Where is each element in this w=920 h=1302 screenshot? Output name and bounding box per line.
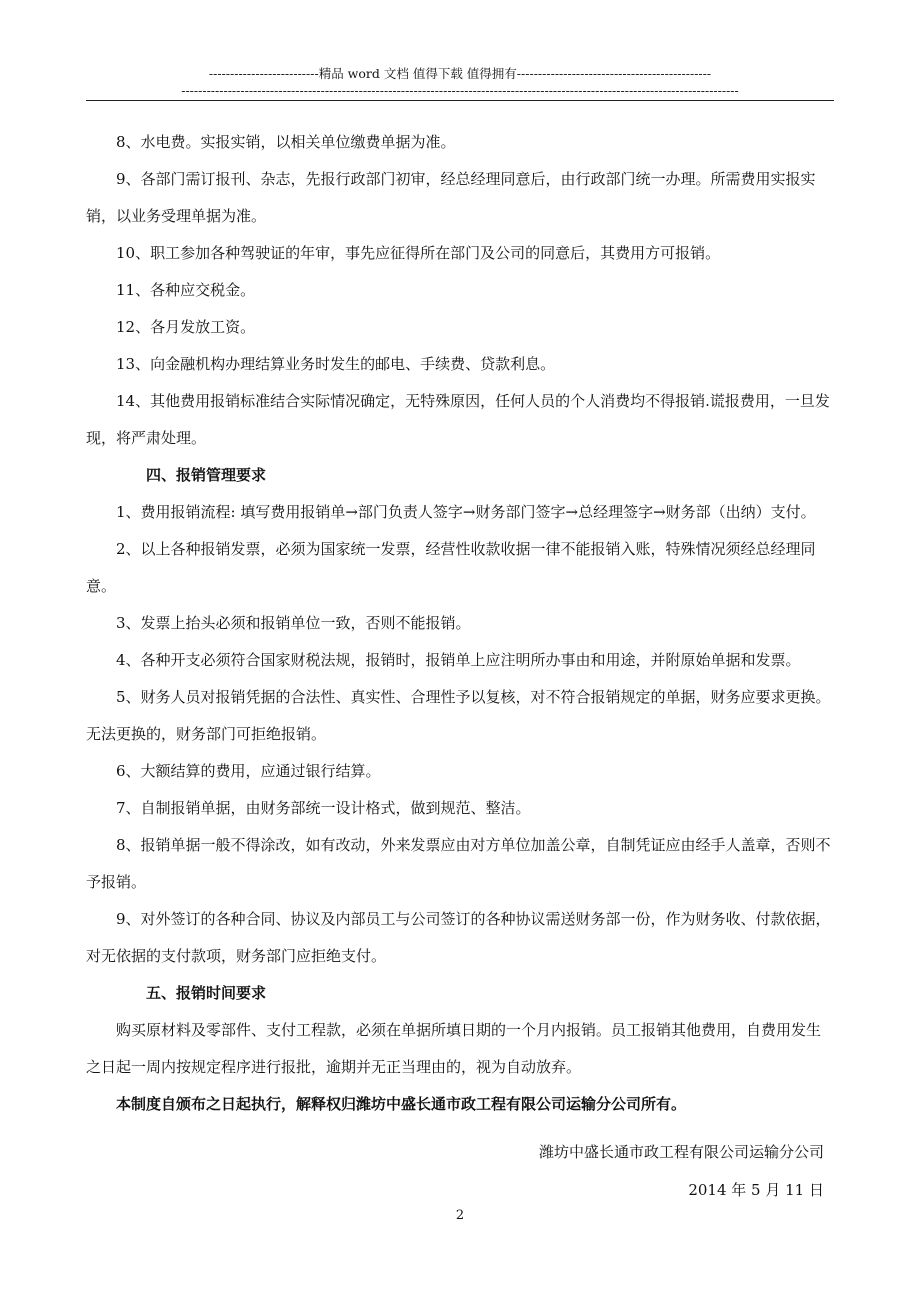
section-heading-5: 五、报销时间要求: [146, 984, 267, 1002]
paragraph-item-10: 10、职工参加各种驾驶证的年审，事先应征得所在部门及公司的同意后，其费用方可报销。: [116, 244, 721, 262]
paragraph-item-8: 8、水电费。实报实销，以相关单位缴费单据为准。: [116, 133, 456, 151]
header-dashes: ------------------------------------------------------------------------------------------------------------------------------------: [181, 84, 739, 98]
page-number: 2: [455, 1208, 465, 1223]
rule-item-6: 6、大额结算的费用，应通过银行结算。: [116, 762, 381, 780]
header-rule: [86, 100, 834, 101]
rule-item-7: 7、自制报销单据，由财务部统一设计格式，做到规范、整洁。: [116, 799, 531, 817]
closing-statement: 本制度自颁布之日起执行，解释权归潍坊中盛长通市政工程有限公司运输分公司所有。: [116, 1095, 687, 1113]
rule-item-3: 3、发票上抬头必须和报销单位一致，否则不能报销。: [116, 614, 471, 632]
rule-item-8: 8、报销单据一般不得涂改，如有改动，外来发票应由对方单位加盖公章，自制凭证应由经手人盖章，否则不予报销。: [86, 836, 831, 891]
rule-item-4: 4、各种开支必须符合国家财税法规，报销时，报销单上应注明所办事由和用途，并附原始单据和发票。: [116, 651, 801, 669]
rule-item-1: 1、费用报销流程: 填写费用报销单→部门负责人签字→财务部门签字→总经理签字→财务部（出纳）支付。: [116, 503, 816, 521]
rule-item-2: 2、以上各种报销发票，必须为国家统一发票，经营性收款收据一律不能报销入账，特殊情况须经总经理同意。: [86, 540, 816, 595]
paragraph-item-13: 13、向金融机构办理结算业务时发生的邮电、手续费、贷款利息。: [116, 355, 556, 373]
signature-company: 潍坊中盛长通市政工程有限公司运输分公司: [538, 1143, 824, 1161]
rule-item-5: 5、财务人员对报销凭据的合法性、真实性、合理性予以复核，对不符合报销规定的单据，财务应要求更换。无法更换的，财务部门可拒绝报销。: [86, 688, 831, 743]
section-heading-4: 四、报销管理要求: [146, 466, 267, 484]
header-banner: --------------------------精品 word 文档 值得下载 值得拥有----------------------------------------------: [208, 66, 712, 81]
rule-item-9: 9、对外签订的各种合同、协议及内部员工与公司签订的各种协议需送财务部一份，作为财务收、付款依据，对无依据的支付款项，财务部门应拒绝支付。: [86, 910, 831, 965]
paragraph-item-14: 14、其他费用报销标准结合实际情况确定，无特殊原因，任何人员的个人消费均不得报销.谎报费用，一旦发现，将严肃处理。: [86, 392, 830, 447]
document-body: [86, 124, 834, 1123]
paragraph-item-12: 12、各月发放工资。: [116, 318, 256, 336]
paragraph-item-9: 9、各部门需订报刊、杂志，先报行政部门初审，经总经理同意后，由行政部门统一办理。所需费用实报实销，以业务受理单据为准。: [86, 170, 816, 225]
signature-date: 2014 年 5 月 11 日: [688, 1181, 824, 1199]
paragraph-item-11: 11、各种应交税金。: [116, 281, 256, 299]
time-requirement-paragraph: 购买原材料及零部件、支付工程款，必须在单据所填日期的一个月内报销。员工报销其他费用，自费用发生之日起一周内按规定程序进行报批，逾期并无正当理由的，视为自动放弃。: [86, 1021, 822, 1076]
